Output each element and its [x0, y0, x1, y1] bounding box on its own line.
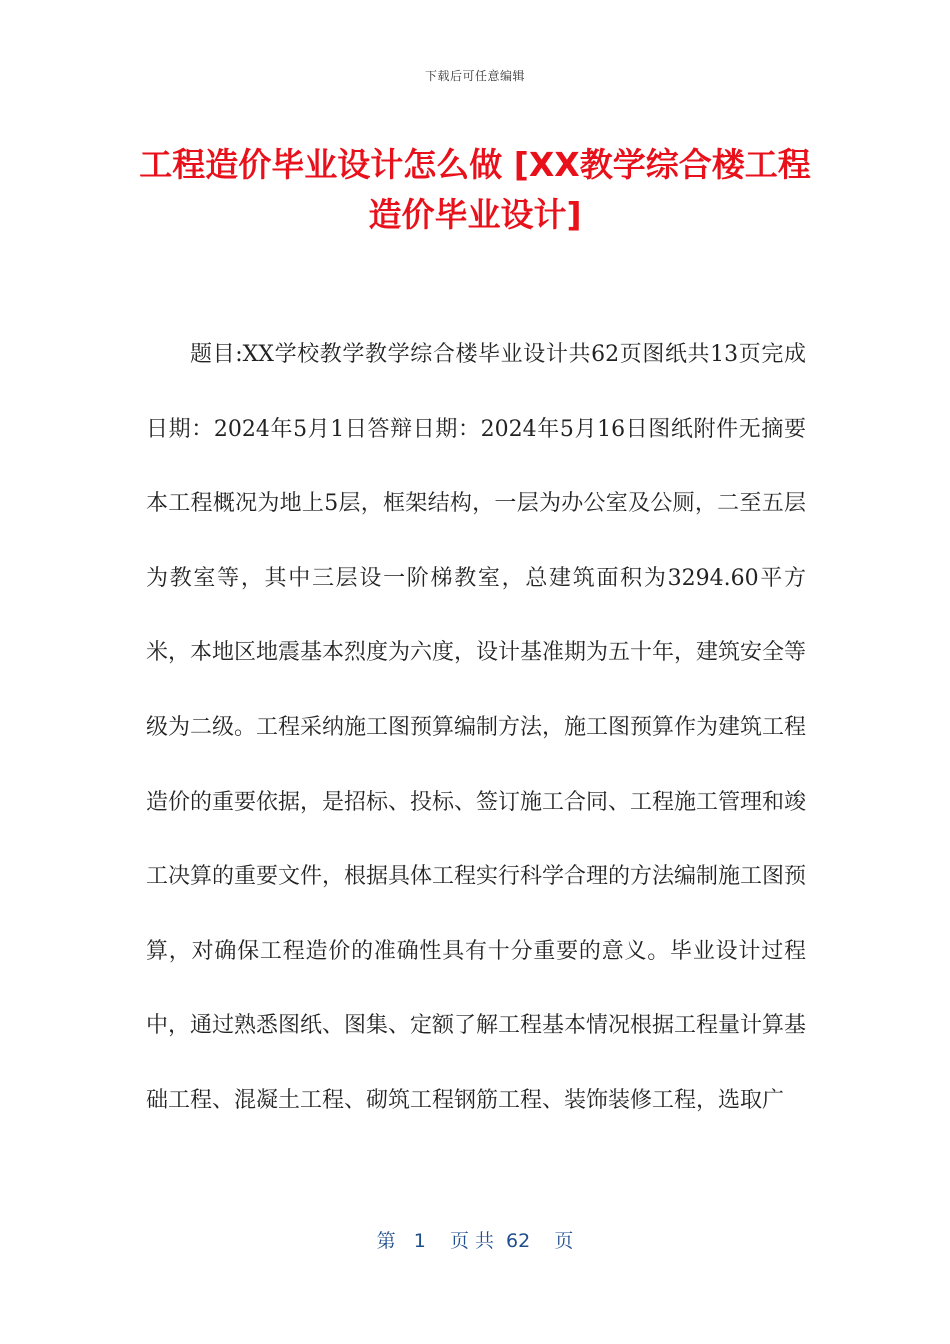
document-body: 题目:XX学校教学教学综合楼毕业设计共62页图纸共13页完成日期：2024年5月1日答辩日期：2024年5月16日图纸附件无摘要本工程概况为地上5层，框架结构，一层为办公室及公厕，二至五层为教室等，其中三层设一阶梯教室，总建筑面积为3294.60平方米，本地区地震基本烈度为六度，设计基准期为五十年，建筑安全等级为二级。工程采纳施工图预算编制方法，施工图预算作为建筑工程造价的重要依据，是招标、投标、签订施工合同、工程施工管理和竣工决算的重要文件，根据具体工程实行科学合理的方法编制施工图预算，对确保工程造价的准确性具有十分重要的意义。毕业设计过程中，通过熟悉图纸、图集、定额了解工程基本情况根据工程量计算基础工程、混凝土工程、砌筑工程钢筋工程、装饰装修工程，选取广 — [146, 342, 807, 1113]
header-note: 下载后可任意编辑 — [424, 69, 525, 83]
document-title: 工程造价毕业设计怎么做 [XX教学综合楼工程造价毕业设计] — [139, 145, 811, 234]
page-number-footer: 第 1 页 共 62 页 — [376, 1230, 574, 1252]
